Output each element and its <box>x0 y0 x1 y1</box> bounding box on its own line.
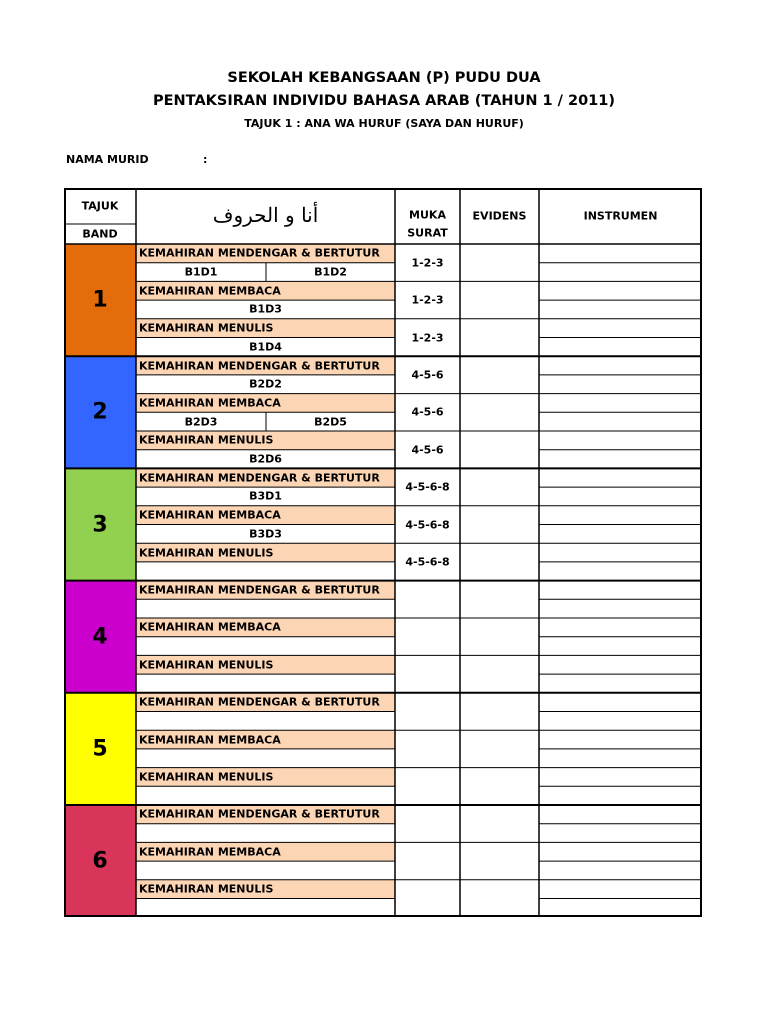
band-number: 3 <box>92 512 108 537</box>
assessment-title: PENTAKSIRAN INDIVIDU BAHASA ARAB (TAHUN 1 / 2011) <box>153 93 615 109</box>
page-reference: 4-5-6 <box>411 405 444 419</box>
skill-label: KEMAHIRAN MENULIS <box>139 433 274 447</box>
evidence-code: B2D6 <box>249 452 282 466</box>
band-number: 4 <box>92 624 108 650</box>
band-number: 5 <box>92 736 108 762</box>
student-name-label: NAMA MURID <box>66 153 149 166</box>
school-name: SEKOLAH KEBANGSAAN (P) PUDU DUA <box>227 70 541 86</box>
skill-label: KEMAHIRAN MENDENGAR & BERTUTUR <box>139 359 380 373</box>
page-reference: 4-5-6-8 <box>405 555 450 569</box>
skill-label: KEMAHIRAN MENULIS <box>139 658 274 672</box>
page-reference: 4-5-6-8 <box>405 518 450 531</box>
skill-label: KEMAHIRAN MENDENGAR & BERTUTUR <box>139 246 380 260</box>
evidence-code: B1D1 <box>184 265 218 279</box>
topic-subtitle: TAJUK 1 : ANA WA HURUF (SAYA DAN HURUF) <box>244 117 524 130</box>
evidence-code: B2D3 <box>184 415 218 429</box>
evidens-header: EVIDENS <box>472 209 527 223</box>
evidence-code: B3D3 <box>249 527 282 541</box>
muka-header: MUKA <box>409 208 446 222</box>
instrumen-header: INSTRUMEN <box>583 209 658 223</box>
tajuk-header: TAJUK <box>81 199 119 213</box>
evidence-code: B2D5 <box>314 415 347 429</box>
page-reference: 1-2-3 <box>411 256 444 270</box>
evidence-code: B1D4 <box>249 340 282 354</box>
page-reference: 1-2-3 <box>411 293 444 307</box>
surat-header: SURAT <box>407 226 448 240</box>
skill-label: KEMAHIRAN MENDENGAR & BERTUTUR <box>139 471 380 485</box>
arabic-topic-title: أنا و الحروف <box>212 203 319 227</box>
skill-label: KEMAHIRAN MENDENGAR & BERTUTUR <box>139 807 380 821</box>
page-reference: 4-5-6 <box>411 443 444 457</box>
evidence-code: B1D2 <box>314 265 347 279</box>
evidence-code: B3D1 <box>249 489 282 503</box>
skill-label: KEMAHIRAN MENDENGAR & BERTUTUR <box>139 583 380 597</box>
page-reference: 4-5-6-8 <box>405 480 450 494</box>
skill-label: KEMAHIRAN MENULIS <box>139 321 274 335</box>
skill-label: KEMAHIRAN MEMBACA <box>139 845 281 859</box>
band-header: BAND <box>82 227 118 241</box>
evidence-code: B1D3 <box>249 302 282 316</box>
skill-label: KEMAHIRAN MEMBACA <box>139 620 281 634</box>
band-number: 1 <box>92 287 108 313</box>
skill-label: KEMAHIRAN MENULIS <box>139 770 274 784</box>
assessment-table <box>64 188 702 917</box>
skill-label: KEMAHIRAN MEMBACA <box>139 733 281 747</box>
evidence-code: B2D2 <box>249 377 282 391</box>
page-reference: 4-5-6 <box>411 368 444 382</box>
band-number: 6 <box>92 848 108 874</box>
skill-label: KEMAHIRAN MENULIS <box>139 546 274 560</box>
skill-label: KEMAHIRAN MEMBACA <box>139 508 281 522</box>
student-name-colon: : <box>203 153 208 166</box>
skill-label: KEMAHIRAN MENDENGAR & BERTUTUR <box>139 695 380 709</box>
skill-label: KEMAHIRAN MEMBACA <box>139 284 281 298</box>
skill-label: KEMAHIRAN MENULIS <box>139 882 274 896</box>
page-reference: 1-2-3 <box>411 331 444 344</box>
skill-label: KEMAHIRAN MEMBACA <box>139 396 281 410</box>
band-number: 2 <box>92 399 108 425</box>
